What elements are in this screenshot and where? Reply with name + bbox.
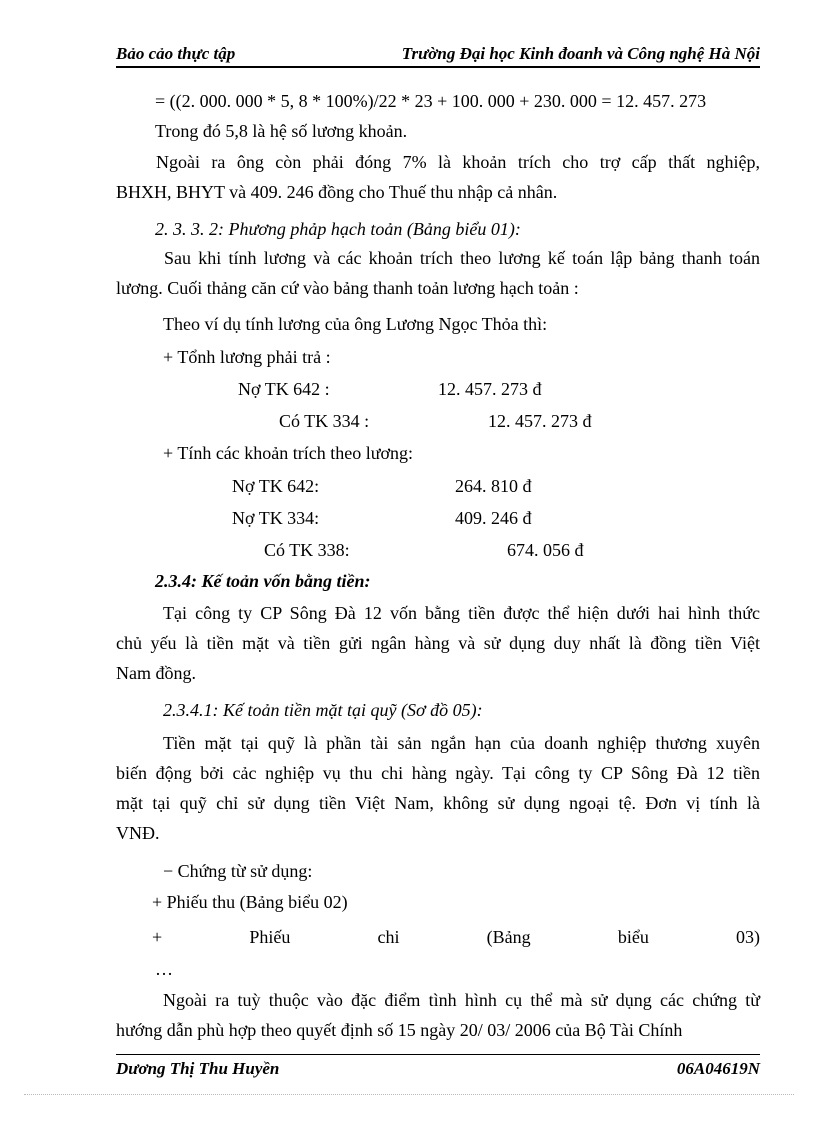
paragraph-line: mặt tại quỹ chỉ sử dụng tiền Việt Nam, không sử dụng ngoại tệ. Đơn vị tính là: [116, 793, 760, 813]
total-salary-label: + Tổnh lương phải trả :: [163, 347, 331, 367]
footer-student-id: 06A04619N: [676, 1059, 760, 1078]
paragraph-cash-funds: [116, 598, 760, 688]
entry-debit-642-amount: 12. 457. 273 đ: [438, 379, 542, 399]
paragraph-line: Tiền mặt tại quỹ là phần tài sản ngắn hạn của doanh nghiệp thương xuyên: [163, 733, 760, 753]
paragraph-line: Ngoài ra tuỳ thuộc vào đặc điểm tình hình cụ thể mà sử dụng các chứng từ: [163, 990, 760, 1010]
document-receipt: + Phiếu thu (Bảng biểu 02): [152, 892, 348, 912]
header-left: Bảo cảo thực tập: [116, 44, 236, 63]
paragraph-line: BHXH, BHYT và 409. 246 đồng cho Thuế thu nhập cả nhân.: [116, 182, 558, 202]
section-heading-234: 2.3.4: Kế toản vốn bằng tiền:: [155, 571, 371, 591]
header-right: Trường Đại học Kinh đoanh và Công nghệ Hà Nội: [401, 44, 760, 63]
paragraph-line: Nam đồng.: [116, 663, 196, 683]
paragraph-line: Sau khi tính lương và các khoản trích theo lương kế toán lập bảng thanh toán: [164, 248, 760, 268]
paragraph-line: lương. Cuối thảng căn cứ vào bảng thanh toản lương hạch toản :: [116, 278, 579, 298]
footer-author: Dương Thị Thu Huyền: [116, 1059, 280, 1078]
paragraph-line: Ngoài ra ông còn phải đóng 7% là khoản trích cho trợ cấp thất nghiệp,: [156, 152, 760, 172]
entry-debit-642b: Nợ TK 642:: [232, 476, 320, 496]
page-bottom-divider: [24, 1094, 794, 1095]
paragraph-line: hướng dẫn phù hợp theo quyết định số 15 ngày 20/ 03/ 2006 của Bộ Tài Chính: [116, 1020, 683, 1040]
page-footer: [116, 1054, 760, 1079]
entry-debit-334: Nợ TK 334:: [232, 508, 320, 528]
entry-credit-334-amount: 12. 457. 273 đ: [488, 411, 592, 431]
paragraph-accounting: [116, 243, 760, 303]
paragraph-line: chủ yếu là tiền mặt và tiền gửi ngân hàng và sử dụng duy nhất là đồng tiền Việt: [116, 633, 760, 653]
document-payment: + Phiếu chi (Bảng biểu 03): [152, 927, 760, 947]
paragraph-line: VNĐ.: [116, 823, 160, 843]
paragraph-guidance: [116, 985, 760, 1045]
documents-label: − Chứng từ sử dụng:: [163, 861, 313, 881]
deductions-label: + Tính các khoản trích theo lương:: [163, 443, 414, 463]
ellipsis: …: [155, 959, 173, 979]
page-header: [116, 44, 760, 68]
document-payment-line: [116, 922, 760, 952]
section-heading-2341: 2.3.4.1: Kế toản tiền mặt tại quỹ (Sơ đồ 05):: [163, 700, 483, 720]
entry-credit-338: Có TK 338:: [264, 540, 350, 560]
paragraph-line: Tại công ty CP Sông Đà 12 vốn bằng tiền được thể hiện dưới hai hình thức: [163, 603, 760, 623]
entry-debit-642: Nợ TK 642 :: [238, 379, 330, 399]
section-heading-2332: 2. 3. 3. 2: Phương phảp hạch toản (Bảng biểu 01):: [155, 219, 521, 239]
entry-debit-334-amount: 409. 246 đ: [455, 508, 532, 528]
entry-credit-334: Có TK 334 :: [279, 411, 370, 431]
entry-credit-338-amount: 674. 056 đ: [507, 540, 584, 560]
salary-formula: = ((2. 000. 000 * 5, 8 * 100%)/22 * 23 + 100. 000 + 230. 000 = 12. 457. 273: [155, 91, 707, 111]
coefficient-note: Trong đó 5,8 là hệ số lương khoản.: [155, 121, 408, 141]
example-line: Theo ví dụ tính lương của ông Lương Ngọc Thỏa thì:: [163, 314, 548, 334]
paragraph-deductions: [116, 147, 760, 207]
paragraph-line: biến động bởi cảc nghiệp vụ thu chi hàng ngày. Tại công ty CP Sông Đà 12 tiền: [116, 763, 760, 783]
paragraph-cash-on-hand: [116, 728, 760, 848]
entry-debit-642b-amount: 264. 810 đ: [455, 476, 532, 496]
